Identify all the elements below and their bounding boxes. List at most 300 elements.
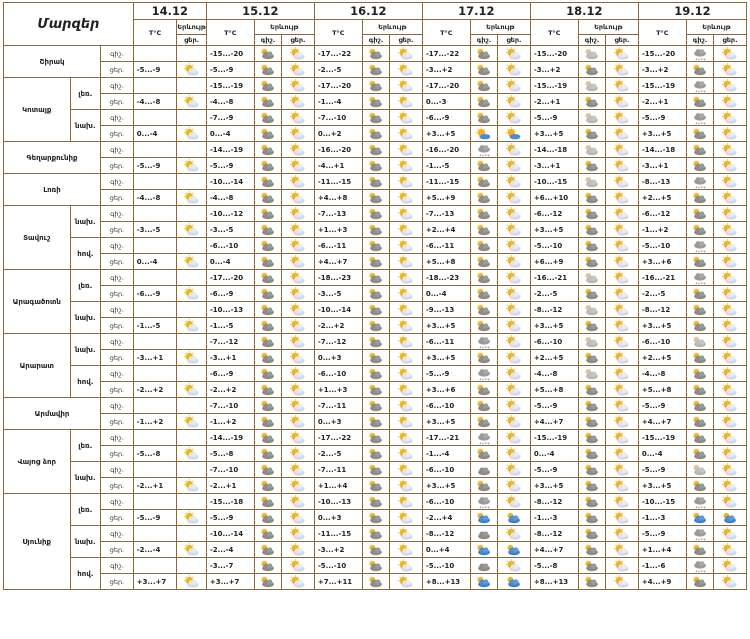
- temperature-cell: -5...-9: [133, 62, 177, 78]
- weather-icon: [721, 223, 739, 237]
- temp-column-header: T°C: [422, 20, 470, 46]
- day-weather-icon: [390, 398, 423, 414]
- temperature-cell: -5...-9: [638, 398, 686, 414]
- temperature-cell: +3...+5: [530, 478, 578, 494]
- day-weather-icon: [714, 334, 747, 350]
- night-weather-icon: [686, 174, 713, 190]
- weather-icon: [583, 111, 601, 125]
- weather-icon: [505, 63, 523, 77]
- temperature-cell: -11...-15: [314, 526, 362, 542]
- temperature-cell: -2...-5: [314, 62, 362, 78]
- day-weather-icon: [282, 398, 315, 414]
- day-weather-icon: [606, 318, 639, 334]
- temperature-cell: -17...-22: [422, 46, 470, 62]
- night-weather-icon: [254, 302, 281, 318]
- temperature-cell: +3...+5: [422, 318, 470, 334]
- weather-icon: [475, 351, 493, 365]
- day-weather-icon: [282, 542, 315, 558]
- weather-icon: [289, 47, 307, 61]
- weather-icon: [691, 287, 709, 301]
- temperature-cell: [133, 526, 177, 542]
- weather-icon: [367, 511, 385, 525]
- day-weather-icon: [498, 366, 531, 382]
- weather-sun-cloud-icon: [183, 479, 201, 493]
- weather-icon: [583, 367, 601, 381]
- temperature-cell: [133, 398, 177, 414]
- weather-icon: [475, 207, 493, 221]
- night-weather-icon: [254, 510, 281, 526]
- day-subheader: ցեր.: [498, 35, 531, 46]
- table-row: [4, 510, 747, 526]
- day-weather-icon: [282, 494, 315, 510]
- weather-icon: [475, 463, 493, 477]
- weather-sun-cloud-icon: [183, 287, 201, 301]
- day-weather-icon: [498, 574, 531, 590]
- weather-icon: [721, 79, 739, 93]
- day-weather-icon: [498, 174, 531, 190]
- temp-column-header: T°C: [638, 20, 686, 46]
- weather-icon: [259, 447, 277, 461]
- weather-icon: [505, 79, 523, 93]
- day-weather-icon: [498, 510, 531, 526]
- weather-icon: [475, 335, 493, 349]
- weather-icon: [475, 447, 493, 461]
- night-weather-icon: [362, 206, 389, 222]
- day-weather-icon: [282, 558, 315, 574]
- temperature-cell: -6...-12: [530, 206, 578, 222]
- time-of-day: գիշ.: [101, 46, 134, 62]
- night-weather-icon: [254, 334, 281, 350]
- time-of-day: գիշ.: [101, 430, 134, 446]
- day-weather-icon: [714, 142, 747, 158]
- temperature-cell: -7...-10: [206, 398, 254, 414]
- weather-sun-cloud-icon: [183, 543, 201, 557]
- weather-icon: [259, 63, 277, 77]
- night-weather-icon: [686, 350, 713, 366]
- temperature-cell: 0...-4: [530, 446, 578, 462]
- time-of-day: ցեր.: [101, 190, 134, 206]
- region-name: Վայոց ձոր: [4, 430, 71, 494]
- night-weather-icon: [362, 542, 389, 558]
- table-row: [4, 238, 747, 254]
- night-weather-icon: [578, 542, 605, 558]
- weather-icon: [397, 79, 415, 93]
- day-weather-icon: [498, 430, 531, 446]
- night-weather-icon: [686, 382, 713, 398]
- day-weather-icon: [498, 558, 531, 574]
- weather-icon: [691, 431, 709, 445]
- temperature-cell: -2...-5: [638, 286, 686, 302]
- night-weather-icon: [254, 366, 281, 382]
- weather-icon: [259, 127, 277, 141]
- day-weather-icon: [390, 494, 423, 510]
- weather-icon: [397, 415, 415, 429]
- night-weather-icon: [254, 558, 281, 574]
- weather-icon: [289, 463, 307, 477]
- night-weather-icon: [578, 142, 605, 158]
- weather-icon: [289, 383, 307, 397]
- weather-icon: [289, 543, 307, 557]
- temperature-cell: -5...-9: [530, 398, 578, 414]
- night-weather-icon: [578, 574, 605, 590]
- day-weather-icon: [714, 574, 747, 590]
- weather-sun-cloud-icon: [183, 159, 201, 173]
- day-weather-icon: [282, 382, 315, 398]
- day-weather-icon: [498, 446, 531, 462]
- weather-icon: [613, 47, 631, 61]
- temperature-cell: -7...-10: [314, 110, 362, 126]
- weather-icon: [613, 191, 631, 205]
- weather-icon: [367, 303, 385, 317]
- weather-icon: [691, 351, 709, 365]
- table-row: [4, 398, 747, 414]
- weather-icon: [289, 479, 307, 493]
- temperature-cell: -4...-8: [638, 366, 686, 382]
- weather-icon: [475, 159, 493, 173]
- weather-icon: [613, 383, 631, 397]
- subregion-name: լեռ.: [70, 78, 101, 110]
- day-weather-icon: [282, 574, 315, 590]
- night-weather-icon: [362, 510, 389, 526]
- temperature-cell: -2...+1: [530, 94, 578, 110]
- weather-icon: [259, 319, 277, 333]
- weather-icon: [721, 415, 739, 429]
- day-weather-icon: [282, 222, 315, 238]
- day-weather-icon: [498, 286, 531, 302]
- weather-icon: [397, 223, 415, 237]
- temperature-cell: [133, 558, 177, 574]
- weather-icon: [259, 79, 277, 93]
- weather-icon: [289, 399, 307, 413]
- temperature-cell: -2...-5: [314, 446, 362, 462]
- temperature-cell: -14...-19: [206, 430, 254, 446]
- temperature-cell: [133, 494, 177, 510]
- temperature-cell: -6...-10: [422, 398, 470, 414]
- weather-icon: [691, 159, 709, 173]
- weather-icon: [583, 319, 601, 333]
- weather-icon: [289, 159, 307, 173]
- temperature-cell: -3...+1: [638, 158, 686, 174]
- weather-icon: [691, 575, 709, 589]
- weather-icon: [583, 159, 601, 173]
- night-subheader: գիշ.: [686, 35, 713, 46]
- weather-icon: [613, 463, 631, 477]
- night-weather-icon: [686, 430, 713, 446]
- weather-icon: [259, 559, 277, 573]
- day-weather-icon: [390, 286, 423, 302]
- time-of-day: ցեր.: [101, 158, 134, 174]
- day-weather-icon: [390, 206, 423, 222]
- day-weather-icon: [498, 46, 531, 62]
- weather-icon: [691, 303, 709, 317]
- day-weather-icon: [606, 62, 639, 78]
- temperature-cell: +3...+5: [530, 222, 578, 238]
- weather-icon: [583, 415, 601, 429]
- day-weather-icon: [282, 462, 315, 478]
- time-of-day: ցեր.: [101, 222, 134, 238]
- day-weather-icon: [606, 398, 639, 414]
- day-weather-icon: [390, 366, 423, 382]
- weather-icon: [505, 239, 523, 253]
- night-weather-icon: [362, 478, 389, 494]
- day-weather-icon: [498, 254, 531, 270]
- weather-icon: [367, 447, 385, 461]
- time-of-day: գիշ.: [101, 174, 134, 190]
- night-weather-icon: [578, 478, 605, 494]
- time-of-day: գիշ.: [101, 238, 134, 254]
- forecast-table: [3, 2, 747, 590]
- weather-icon: [289, 143, 307, 157]
- weather-icon: [177, 158, 206, 174]
- temperature-cell: -5...-9: [638, 110, 686, 126]
- night-weather-icon: [362, 334, 389, 350]
- temperature-cell: -4...-8: [206, 190, 254, 206]
- night-weather-icon: [686, 542, 713, 558]
- weather-icon: [259, 479, 277, 493]
- weather-icon: [691, 527, 709, 541]
- phenomena-cell: [177, 334, 206, 350]
- table-row: [4, 542, 747, 558]
- temperature-cell: -16...-21: [530, 270, 578, 286]
- subregion-name: հով.: [70, 558, 101, 590]
- weather-icon: [613, 287, 631, 301]
- night-weather-icon: [686, 494, 713, 510]
- night-weather-icon: [470, 190, 497, 206]
- day-weather-icon: [714, 46, 747, 62]
- subregion-name: նախ.: [70, 334, 101, 366]
- weather-icon: [691, 47, 709, 61]
- phenomena-cell: [177, 238, 206, 254]
- weather-icon: [289, 511, 307, 525]
- phenomena-cell: [177, 302, 206, 318]
- temperature-cell: -2...+4: [422, 510, 470, 526]
- temperature-cell: +8...+13: [422, 574, 470, 590]
- temperature-cell: -1...+2: [133, 414, 177, 430]
- temperature-cell: +5...+8: [422, 254, 470, 270]
- weather-icon: [289, 191, 307, 205]
- weather-icon: [289, 63, 307, 77]
- night-weather-icon: [686, 46, 713, 62]
- night-weather-icon: [686, 398, 713, 414]
- day-weather-icon: [606, 382, 639, 398]
- temperature-cell: +5...+8: [638, 382, 686, 398]
- time-of-day: ցեր.: [101, 254, 134, 270]
- table-row: [4, 366, 747, 382]
- day-weather-icon: [606, 190, 639, 206]
- day-weather-icon: [390, 238, 423, 254]
- temperature-cell: -7...-10: [206, 462, 254, 478]
- temperature-cell: -4...+1: [314, 158, 362, 174]
- day-weather-icon: [714, 110, 747, 126]
- day-subheader: ցեր.: [177, 35, 206, 46]
- weather-icon: [613, 159, 631, 173]
- weather-icon: [613, 127, 631, 141]
- day-subheader: ցեր.: [606, 35, 639, 46]
- day-weather-icon: [282, 62, 315, 78]
- temperature-cell: -3...-5: [314, 286, 362, 302]
- day-weather-icon: [498, 350, 531, 366]
- weather-icon: [259, 47, 277, 61]
- weather-icon: [613, 527, 631, 541]
- temperature-cell: -6...-10: [314, 366, 362, 382]
- weather-icon: [397, 191, 415, 205]
- weather-icon: [583, 223, 601, 237]
- temperature-cell: -5...-9: [206, 62, 254, 78]
- temperature-cell: 0...+3: [314, 350, 362, 366]
- day-weather-icon: [714, 494, 747, 510]
- day-weather-icon: [282, 78, 315, 94]
- day-weather-icon: [714, 126, 747, 142]
- weather-icon: [721, 383, 739, 397]
- temperature-cell: +3...+6: [638, 254, 686, 270]
- subregion-name: նախ.: [70, 526, 101, 558]
- weather-icon: [691, 399, 709, 413]
- weather-icon: [367, 559, 385, 573]
- night-weather-icon: [254, 462, 281, 478]
- table-row: [4, 46, 747, 62]
- day-weather-icon: [282, 158, 315, 174]
- night-weather-icon: [470, 382, 497, 398]
- phenomena-cell: [177, 78, 206, 94]
- night-weather-icon: [578, 398, 605, 414]
- weather-icon: [475, 431, 493, 445]
- weather-icon: [583, 143, 601, 157]
- phenomena-column-header: Երևույթ: [362, 20, 422, 35]
- time-of-day: գիշ.: [101, 78, 134, 94]
- weather-icon: [721, 191, 739, 205]
- night-weather-icon: [254, 238, 281, 254]
- night-weather-icon: [470, 62, 497, 78]
- weather-icon: [259, 159, 277, 173]
- weather-icon: [475, 111, 493, 125]
- weather-icon: [613, 207, 631, 221]
- table-row: [4, 110, 747, 126]
- day-weather-icon: [606, 494, 639, 510]
- weather-icon: [691, 335, 709, 349]
- day-weather-icon: [282, 478, 315, 494]
- weather-icon: [397, 175, 415, 189]
- date-header: 18.12: [530, 3, 638, 20]
- weather-icon: [505, 383, 523, 397]
- weather-icon: [691, 415, 709, 429]
- temperature-cell: -11...-15: [314, 174, 362, 190]
- weather-sun-cloud-icon: [183, 415, 201, 429]
- night-weather-icon: [470, 334, 497, 350]
- weather-icon: [367, 239, 385, 253]
- weather-icon: [613, 255, 631, 269]
- day-weather-icon: [498, 78, 531, 94]
- weather-icon: [367, 47, 385, 61]
- weather-icon: [367, 543, 385, 557]
- day-weather-icon: [498, 206, 531, 222]
- table-row: [4, 254, 747, 270]
- night-weather-icon: [686, 574, 713, 590]
- weather-icon: [177, 190, 206, 206]
- day-weather-icon: [606, 350, 639, 366]
- temperature-cell: -5...-10: [314, 558, 362, 574]
- weather-icon: [721, 175, 739, 189]
- temperature-cell: -15...-20: [206, 46, 254, 62]
- weather-icon: [367, 271, 385, 285]
- weather-icon: [505, 95, 523, 109]
- day-weather-icon: [390, 350, 423, 366]
- subregion-name: լեռ.: [70, 270, 101, 302]
- night-weather-icon: [470, 398, 497, 414]
- temperature-cell: -3...+1: [530, 158, 578, 174]
- weather-icon: [691, 127, 709, 141]
- weather-icon: [583, 527, 601, 541]
- weather-icon: [583, 559, 601, 573]
- day-weather-icon: [282, 110, 315, 126]
- night-weather-icon: [254, 174, 281, 190]
- weather-icon: [397, 111, 415, 125]
- phenomena-cell: [177, 558, 206, 574]
- weather-icon: [583, 175, 601, 189]
- weather-icon: [475, 415, 493, 429]
- night-weather-icon: [470, 158, 497, 174]
- day-weather-icon: [498, 542, 531, 558]
- weather-icon: [721, 239, 739, 253]
- weather-icon: [505, 207, 523, 221]
- weather-icon: [505, 415, 523, 429]
- day-weather-icon: [282, 334, 315, 350]
- weather-icon: [691, 367, 709, 381]
- night-weather-icon: [254, 350, 281, 366]
- day-weather-icon: [498, 302, 531, 318]
- weather-icon: [613, 559, 631, 573]
- night-weather-icon: [470, 174, 497, 190]
- day-weather-icon: [606, 478, 639, 494]
- night-weather-icon: [470, 254, 497, 270]
- time-of-day: ցեր.: [101, 382, 134, 398]
- weather-icon: [367, 63, 385, 77]
- weather-icon: [397, 335, 415, 349]
- temperature-cell: -3...+1: [206, 350, 254, 366]
- weather-icon: [691, 463, 709, 477]
- weather-icon: [505, 191, 523, 205]
- temperature-cell: -16...-21: [638, 270, 686, 286]
- night-weather-icon: [362, 558, 389, 574]
- temperature-cell: +4...+7: [530, 414, 578, 430]
- temperature-cell: -3...-5: [206, 222, 254, 238]
- time-of-day: գիշ.: [101, 302, 134, 318]
- night-weather-icon: [686, 510, 713, 526]
- temperature-cell: +8...+13: [530, 574, 578, 590]
- weather-icon: [505, 271, 523, 285]
- weather-sun-cloud-icon: [183, 351, 201, 365]
- subregion-name: նախ.: [70, 302, 101, 334]
- weather-sun-cloud-icon: [183, 447, 201, 461]
- weather-icon: [367, 79, 385, 93]
- weather-icon: [475, 175, 493, 189]
- weather-icon: [259, 511, 277, 525]
- weather-icon: [177, 542, 206, 558]
- temperature-cell: -9...-13: [422, 302, 470, 318]
- night-weather-icon: [578, 174, 605, 190]
- temperature-cell: +3...+5: [530, 318, 578, 334]
- subregion-name: լեռ.: [70, 430, 101, 462]
- day-weather-icon: [282, 126, 315, 142]
- night-subheader: գիշ.: [254, 35, 281, 46]
- night-weather-icon: [254, 478, 281, 494]
- weather-icon: [367, 223, 385, 237]
- temperature-cell: -5...-9: [530, 110, 578, 126]
- weather-icon: [583, 351, 601, 365]
- weather-icon: [367, 255, 385, 269]
- night-weather-icon: [254, 398, 281, 414]
- night-weather-icon: [686, 142, 713, 158]
- weather-icon: [505, 511, 523, 525]
